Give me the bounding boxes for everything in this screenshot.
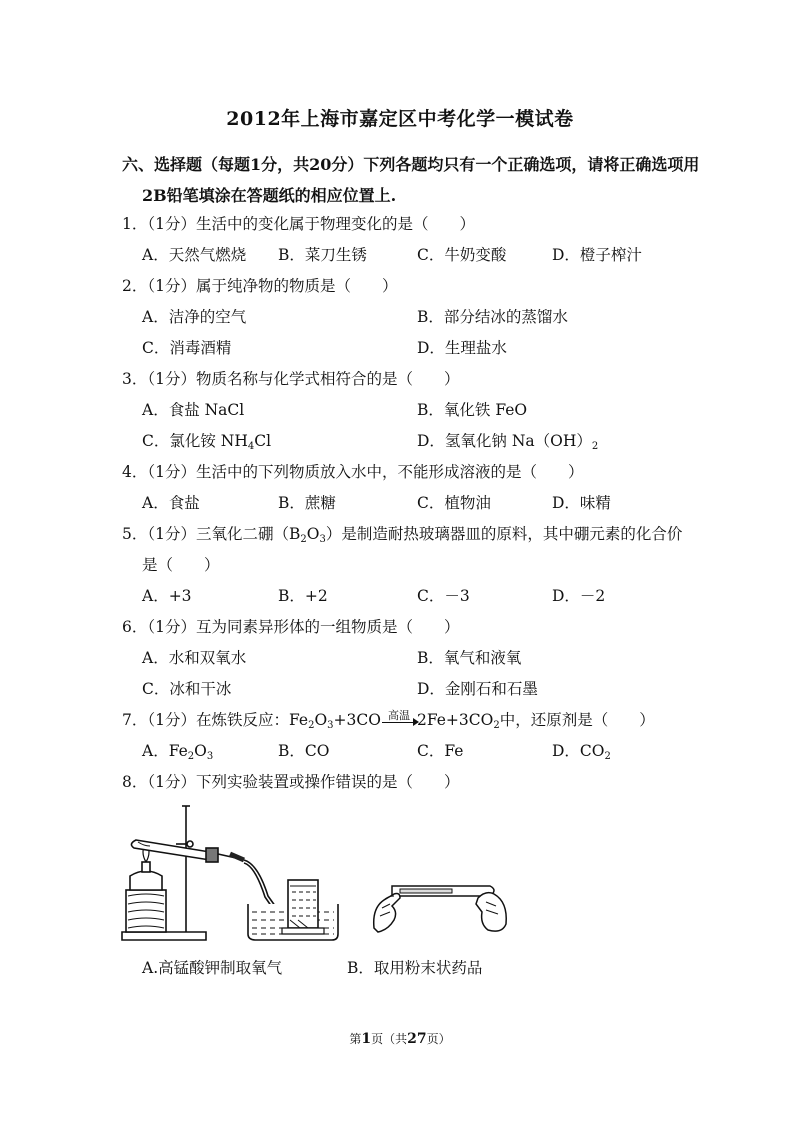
question-8-stem: 8．（1分）下列实验装置或操作错误的是（ ） <box>122 773 460 791</box>
page-number: 1 <box>361 1031 372 1047</box>
question-1-option-c: C．牛奶变酸 <box>417 246 507 264</box>
question-2-option-d: D．生理盐水 <box>417 339 507 357</box>
question-5-option-c: C．－3 <box>417 587 470 605</box>
question-6-option-a: A．水和双氧水 <box>142 649 247 667</box>
question-7-stem: 7．（1分）在炼铁反应：$Fe_2O_3+3CO$ 高温 $2Fe+3CO_2$中，还原剂是（ ） <box>122 710 655 730</box>
question-4-option-d: D．味精 <box>552 494 611 512</box>
section-instructions-line1: 六、选择题（每题1分，共20分）下列各题均只有一个正确选项，请将正确选项用 <box>122 155 700 174</box>
question-3-option-a: A．食盐 NaCl <box>142 401 245 419</box>
question-5-stem-continued: 是（ ） <box>142 556 220 574</box>
question-7-option-d: D．$CO_2$ <box>552 742 611 762</box>
figure-b-caption: B．取用粉末状药品 <box>347 959 483 977</box>
question-2-option-a: A．洁净的空气 <box>142 308 247 326</box>
question-1-option-b: B．菜刀生锈 <box>278 246 367 264</box>
page-title: 2012年上海市嘉定区中考化学一模试卷 <box>226 108 574 130</box>
question-3-stem: 3．（1分）物质名称与化学式相符合的是（ ） <box>122 370 460 388</box>
question-1-option-a: A．天然气燃烧 <box>142 246 247 264</box>
question-5-option-b: B．+2 <box>278 587 328 605</box>
figure-a-caption: A.高锰酸钾制取氧气 <box>142 959 283 977</box>
question-4-stem: 4．（1分）生活中的下列物质放入水中，不能形成溶液的是（ ） <box>122 463 584 481</box>
reaction-arrow-icon <box>381 710 417 730</box>
question-3-option-c: C．氯化铵 $NH_4Cl$ <box>142 432 272 452</box>
question-7-option-b: B．CO <box>278 742 330 760</box>
question-1-stem: 1．（1分）生活中的变化属于物理变化的是（ ） <box>122 215 475 233</box>
question-5-option-d: D．－2 <box>552 587 606 605</box>
question-6-option-b: B．氧气和液氧 <box>417 649 522 667</box>
question-2-option-c: C．消毒酒精 <box>142 339 232 357</box>
question-6-option-c: C．冰和干冰 <box>142 680 232 698</box>
page-footer: 第1页（共27页） <box>349 1031 451 1047</box>
oxygen-apparatus-figure <box>118 800 343 945</box>
question-5-option-a: A．+3 <box>142 587 192 605</box>
powder-reagent-figure <box>370 868 510 938</box>
reaction-condition: 高温 <box>387 709 410 722</box>
question-2-stem: 2．（1分）属于纯净物的物质是（ ） <box>122 277 398 295</box>
question-1-option-d: D．橙子榨汁 <box>552 246 642 264</box>
question-4-option-c: C．植物油 <box>417 494 491 512</box>
question-6-option-d: D．金刚石和石墨 <box>417 680 538 698</box>
question-2-option-b: B．部分结冰的蒸馏水 <box>417 308 568 326</box>
question-4-option-a: A．食盐 <box>142 494 200 512</box>
question-4-option-b: B．蔗糖 <box>278 494 336 512</box>
question-7-option-a: A．$Fe_2O_3$ <box>142 742 214 762</box>
question-5-stem: 5．（1分）三氧化二硼$(B_2O_3)$是制造耐热玻璃器皿的原料，其中硼元素的化合价 <box>122 525 683 545</box>
question-3-option-b: B．氧化铁 FeO <box>417 401 528 419</box>
section-instructions-line2: 2B铅笔填涂在答题纸的相应位置上. <box>142 186 397 205</box>
question-7-option-c: C．Fe <box>417 742 464 760</box>
question-6-stem: 6．（1分）互为同素异形体的一组物质是（ ） <box>122 618 460 636</box>
total-pages: 27 <box>407 1031 427 1047</box>
question-3-option-d: D．氢氧化钠 $Na(OH)_2$ <box>417 432 599 452</box>
